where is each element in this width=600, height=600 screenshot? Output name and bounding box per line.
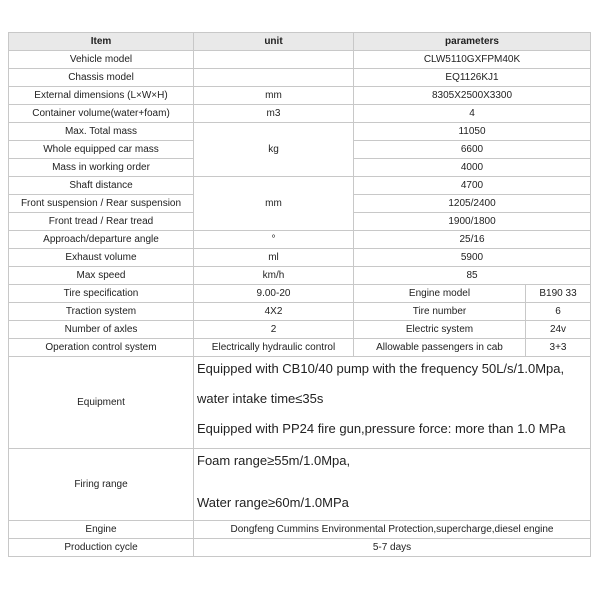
row-value: 9.00-20 — [194, 285, 354, 303]
row-label: Max. Total mass — [9, 123, 194, 141]
row-label: External dimensions (L×W×H) — [9, 87, 194, 105]
table-row — [9, 339, 591, 357]
row-label: Tire specification — [9, 285, 194, 303]
table-row — [9, 521, 591, 539]
row-label: Front suspension / Rear suspension — [9, 195, 194, 213]
row-label: Mass in working order — [9, 159, 194, 177]
row-value: 5-7 days — [194, 539, 591, 557]
row-unit — [194, 51, 354, 69]
row-value: 2 — [194, 321, 354, 339]
equipment-description — [194, 357, 591, 449]
row-value: 4X2 — [194, 303, 354, 321]
table-row — [9, 321, 591, 339]
firing-range-description — [194, 449, 591, 521]
row-label: Chassis model — [9, 69, 194, 87]
table-row — [9, 231, 591, 249]
table-row — [9, 285, 591, 303]
firing-range-line: Foam range≥55m/1.0Mpa, — [197, 453, 351, 468]
row-unit — [194, 69, 354, 87]
row-label: Whole equipped car mass — [9, 141, 194, 159]
table-row — [9, 51, 591, 69]
row-unit: kg — [194, 123, 354, 177]
row-value: 4700 — [354, 177, 591, 195]
equipment-line: Equipped with CB10/40 pump with the frequency 50L/s/1.0Mpa, — [197, 361, 565, 376]
row-label: Vehicle model — [9, 51, 194, 69]
row-label: Exhaust volume — [9, 249, 194, 267]
equipment-line: Equipped with PP24 fire gun,pressure force: more than 1.0 MPa — [197, 421, 566, 436]
row-value-secondary: B190 33 — [526, 285, 591, 303]
row-value: 8305X2500X3300 — [354, 87, 591, 105]
table-row — [9, 177, 591, 195]
row-value-secondary: 6 — [526, 303, 591, 321]
specification-table — [8, 32, 591, 557]
row-label: Engine — [9, 521, 194, 539]
row-value-secondary: 3+3 — [526, 339, 591, 357]
row-label-secondary: Tire number — [354, 303, 526, 321]
row-value: 11050 — [354, 123, 591, 141]
row-unit: km/h — [194, 267, 354, 285]
row-label: Shaft distance — [9, 177, 194, 195]
row-unit: mm — [194, 177, 354, 231]
row-value-secondary: 24v — [526, 321, 591, 339]
row-label-secondary: Allowable passengers in cab — [354, 339, 526, 357]
row-label: Firing range — [9, 449, 194, 521]
row-label: Traction system — [9, 303, 194, 321]
row-unit: ml — [194, 249, 354, 267]
row-label: Equipment — [9, 357, 194, 449]
row-value: 4000 — [354, 159, 591, 177]
row-unit: ° — [194, 231, 354, 249]
row-label: Front tread / Rear tread — [9, 213, 194, 231]
table-row-firing-range — [9, 449, 591, 521]
row-value: EQ1126KJ1 — [354, 69, 591, 87]
row-unit: m3 — [194, 105, 354, 123]
row-label: Approach/departure angle — [9, 231, 194, 249]
row-value: 1900/1800 — [354, 213, 591, 231]
row-label-secondary: Engine model — [354, 285, 526, 303]
row-label: Production cycle — [9, 539, 194, 557]
row-label: Number of axles — [9, 321, 194, 339]
table-row — [9, 87, 591, 105]
row-value: CLW5110GXFPM40K — [354, 51, 591, 69]
table-row — [9, 69, 591, 87]
header-unit: unit — [194, 33, 354, 51]
row-value: Electrically hydraulic control — [194, 339, 354, 357]
equipment-line: water intake time≤35s — [197, 391, 324, 406]
row-value: 5900 — [354, 249, 591, 267]
row-value: 85 — [354, 267, 591, 285]
row-value: 6600 — [354, 141, 591, 159]
header-item: Item — [9, 33, 194, 51]
table-row — [9, 105, 591, 123]
row-value: Dongfeng Cummins Environmental Protection,supercharge,diesel engine — [194, 521, 591, 539]
row-label: Container volume(water+foam) — [9, 105, 194, 123]
firing-range-line: Water range≥60m/1.0MPa — [197, 495, 349, 510]
table-row-equipment — [9, 357, 591, 449]
table-row — [9, 267, 591, 285]
row-label: Operation control system — [9, 339, 194, 357]
table-row — [9, 249, 591, 267]
table-row — [9, 123, 591, 141]
header-parameters: parameters — [354, 33, 591, 51]
row-value: 25/16 — [354, 231, 591, 249]
row-value: 1205/2400 — [354, 195, 591, 213]
row-label-secondary: Electric system — [354, 321, 526, 339]
table-row — [9, 539, 591, 557]
row-label: Max speed — [9, 267, 194, 285]
row-value: 4 — [354, 105, 591, 123]
table-header-row — [9, 33, 591, 51]
row-unit: mm — [194, 87, 354, 105]
table-row — [9, 303, 591, 321]
